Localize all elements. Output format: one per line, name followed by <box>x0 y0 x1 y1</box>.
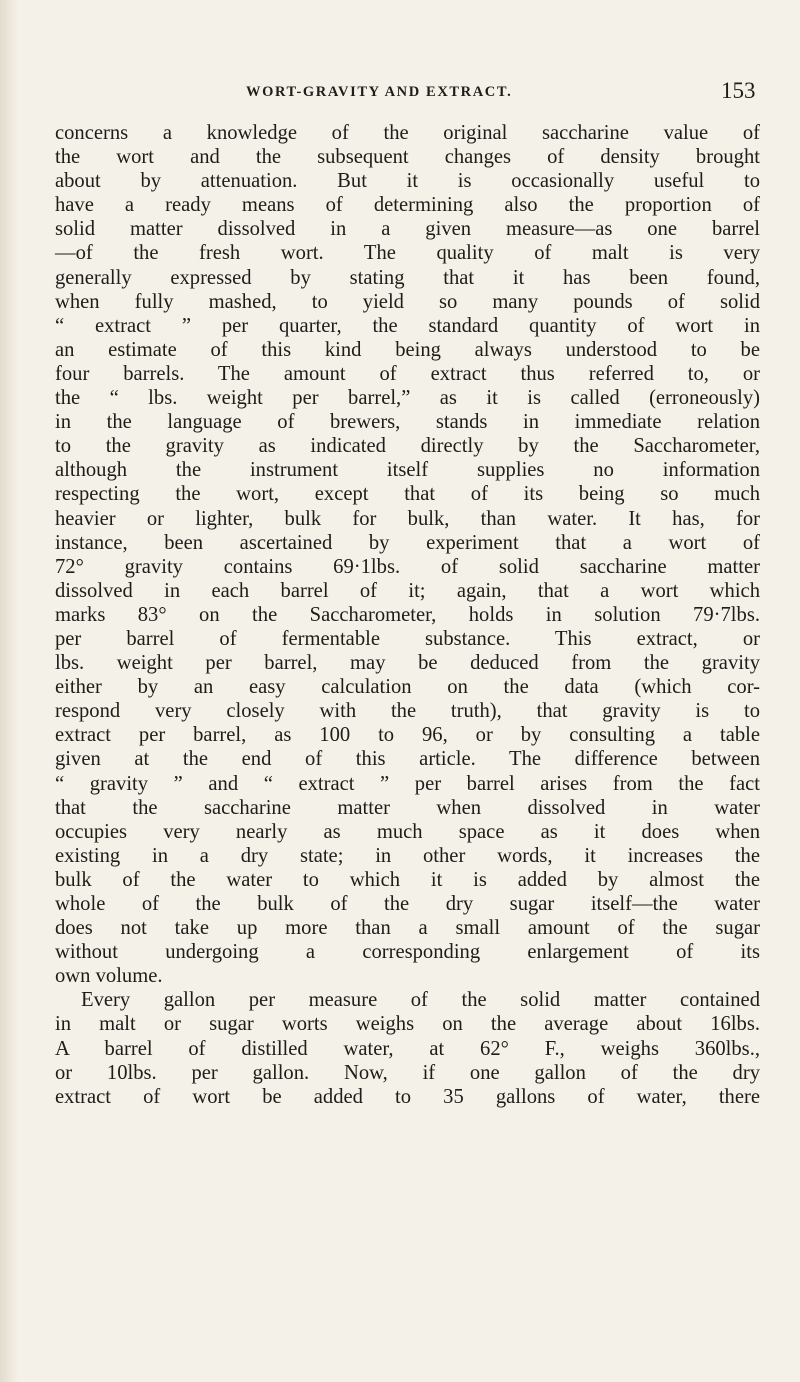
page-header <box>0 76 800 106</box>
text-line: about by attenuation. But it is occasionally useful to <box>55 170 760 193</box>
text-line: solid matter dissolved in a given measure—as one barrel <box>55 218 760 241</box>
text-line: four barrels. The amount of extract thus referred to, or <box>55 362 760 385</box>
running-head: WORT-GRAVITY AND EXTRACT. <box>246 84 513 100</box>
text-line: does not take up more than a small amount of the sugar <box>55 917 760 940</box>
text-line: the wort and the subsequent changes of density brought <box>55 146 760 169</box>
text-line: concerns a knowledge of the original saccharine value of <box>55 122 760 144</box>
text-line: an estimate of this kind being always understood to be <box>55 338 760 361</box>
text-line: “ extract ” per quarter, the standard quantity of wort in <box>55 314 760 337</box>
text-line: existing in a dry state; in other words, it increases the <box>55 844 760 867</box>
text-line: given at the end of this article. The difference between <box>55 748 760 771</box>
text-line: bulk of the water to which it is added by almost the <box>55 868 760 891</box>
text-line: dissolved in each barrel of it; again, that a wort which <box>55 579 760 602</box>
text-line: occupies very nearly as much space as it does when <box>55 820 760 843</box>
text-line: 72° gravity contains 69·1lbs. of solid saccharine matter <box>55 555 760 578</box>
text-line: generally expressed by stating that it has been found, <box>55 266 760 289</box>
text-line: although the instrument itself supplies no information <box>55 459 760 482</box>
text-line: instance, been ascertained by experiment that a wort of <box>55 531 760 554</box>
text-line: own volume. <box>55 965 163 988</box>
body-text <box>55 121 760 1109</box>
text-line: extract per barrel, as 100 to 96, or by consulting a table <box>55 724 760 747</box>
text-line: extract of wort be added to 35 gallons of water, there <box>55 1085 760 1108</box>
page-gutter-shadow <box>0 0 18 1382</box>
text-line: when fully mashed, to yield so many pounds of solid <box>55 290 760 313</box>
text-line: heavier or lighter, bulk for bulk, than water. It has, for <box>55 507 760 530</box>
text-line: —of the fresh wort. The quality of malt is very <box>55 242 760 265</box>
text-line: in the language of brewers, stands in immediate relation <box>55 411 760 434</box>
page-number: 153 <box>721 78 756 103</box>
text-line: “ gravity ” and “ extract ” per barrel arises from the fact <box>55 772 760 795</box>
text-line: that the saccharine matter when dissolved in water <box>55 796 760 819</box>
text-line: either by an easy calculation on the data (which cor- <box>55 676 760 699</box>
text-line: respond very closely with the truth), that gravity is to <box>55 700 760 723</box>
text-line: have a ready means of determining also the proportion of <box>55 194 760 217</box>
text-line: lbs. weight per barrel, may be deduced from the gravity <box>55 652 760 675</box>
text-line: A barrel of distilled water, at 62° F., weighs 360lbs., <box>55 1037 760 1060</box>
text-line: to the gravity as indicated directly by the Saccharometer, <box>55 435 760 458</box>
text-line: per barrel of fermentable substance. This extract, or <box>55 627 760 650</box>
text-line: marks 83° on the Saccharometer, holds in solution 79·7lbs. <box>55 603 760 626</box>
text-line: without undergoing a corresponding enlargement of its <box>55 941 760 964</box>
text-line: Every gallon per measure of the solid matter contained <box>81 989 760 1012</box>
text-line: or 10lbs. per gallon. Now, if one gallon of the dry <box>55 1061 760 1084</box>
text-line: the “ lbs. weight per barrel,” as it is called (erroneously) <box>55 387 760 410</box>
text-line: whole of the bulk of the dry sugar itself—the water <box>55 893 760 915</box>
text-line: respecting the wort, except that of its being so much <box>55 483 760 506</box>
text-line: in malt or sugar worts weighs on the average about 16lbs. <box>55 1013 760 1036</box>
